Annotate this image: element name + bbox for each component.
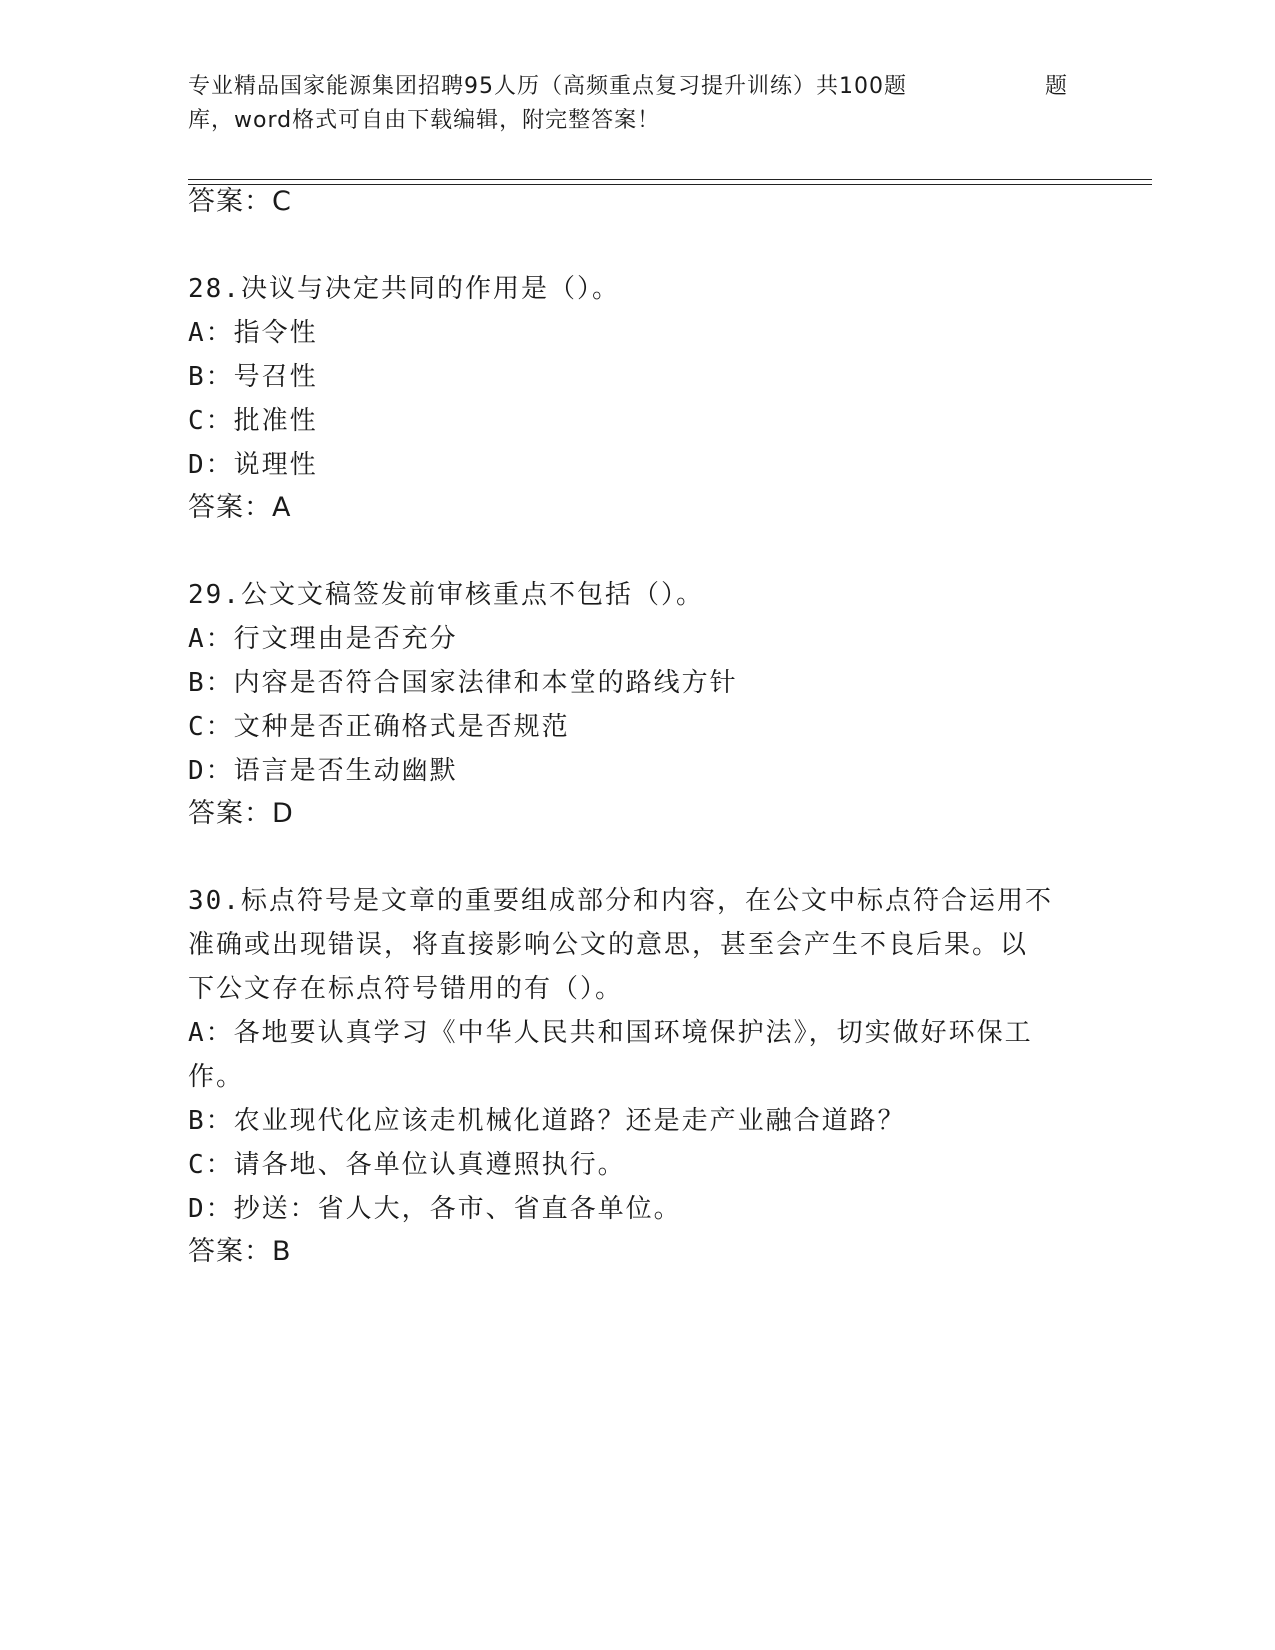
- question-30-option-a: A：各地要认真学习《中华人民共和国环境保护法》，切实做好环保工: [188, 1018, 1033, 1048]
- header-title: 专业精品国家能源集团招聘95人历（高频重点复习提升训练）共100题: [188, 74, 907, 99]
- question-29-answer: 答案：D: [188, 798, 294, 829]
- question-30-option-c: C：请各地、各单位认真遵照执行。: [188, 1150, 626, 1180]
- header-divider-bottom: [188, 184, 1152, 185]
- header-title-tail: 题: [1044, 74, 1068, 99]
- question-30-stem-line-2: 准确或出现错误，将直接影响公文的意思，甚至会产生不良后果。以: [188, 930, 1029, 960]
- question-28-option-a: A：指令性: [188, 318, 318, 348]
- question-30-stem-line-3: 下公文存在标点符号错用的有（）。: [188, 974, 624, 1004]
- question-28-stem: 28.决议与决定共同的作用是（）。: [188, 274, 620, 304]
- question-29-option-c: C：文种是否正确格式是否规范: [188, 712, 570, 742]
- question-29-stem: 29.公文文稿签发前审核重点不包括（）。: [188, 580, 704, 610]
- question-29-option-d: D：语言是否生动幽默: [188, 756, 458, 786]
- header-line-2: 库，word格式可自由下载编辑，附完整答案！: [188, 108, 661, 133]
- header-divider-top: [188, 179, 1152, 180]
- question-28-option-c: C：批准性: [188, 406, 318, 436]
- question-30-option-a-cont: 作。: [188, 1062, 245, 1092]
- question-30-answer: 答案：B: [188, 1236, 292, 1267]
- question-29-option-b: B：内容是否符合国家法律和本堂的路线方针: [188, 668, 738, 698]
- question-30-option-d: D：抄送：省人大，各市、省直各单位。: [188, 1194, 682, 1224]
- question-28-option-b: B：号召性: [188, 362, 318, 392]
- document-header: [188, 70, 1068, 138]
- question-30-stem-line-1: 30.标点符号是文章的重要组成部分和内容，在公文中标点符合运用不: [188, 886, 1053, 916]
- header-line-1: [188, 70, 1068, 104]
- question-29-option-a: A：行文理由是否充分: [188, 624, 458, 654]
- question-30-option-b: B：农业现代化应该走机械化道路？还是走产业融合道路？: [188, 1106, 906, 1136]
- previous-answer: 答案：C: [188, 186, 292, 217]
- question-28-answer: 答案：A: [188, 492, 292, 523]
- question-28-option-d: D：说理性: [188, 450, 318, 480]
